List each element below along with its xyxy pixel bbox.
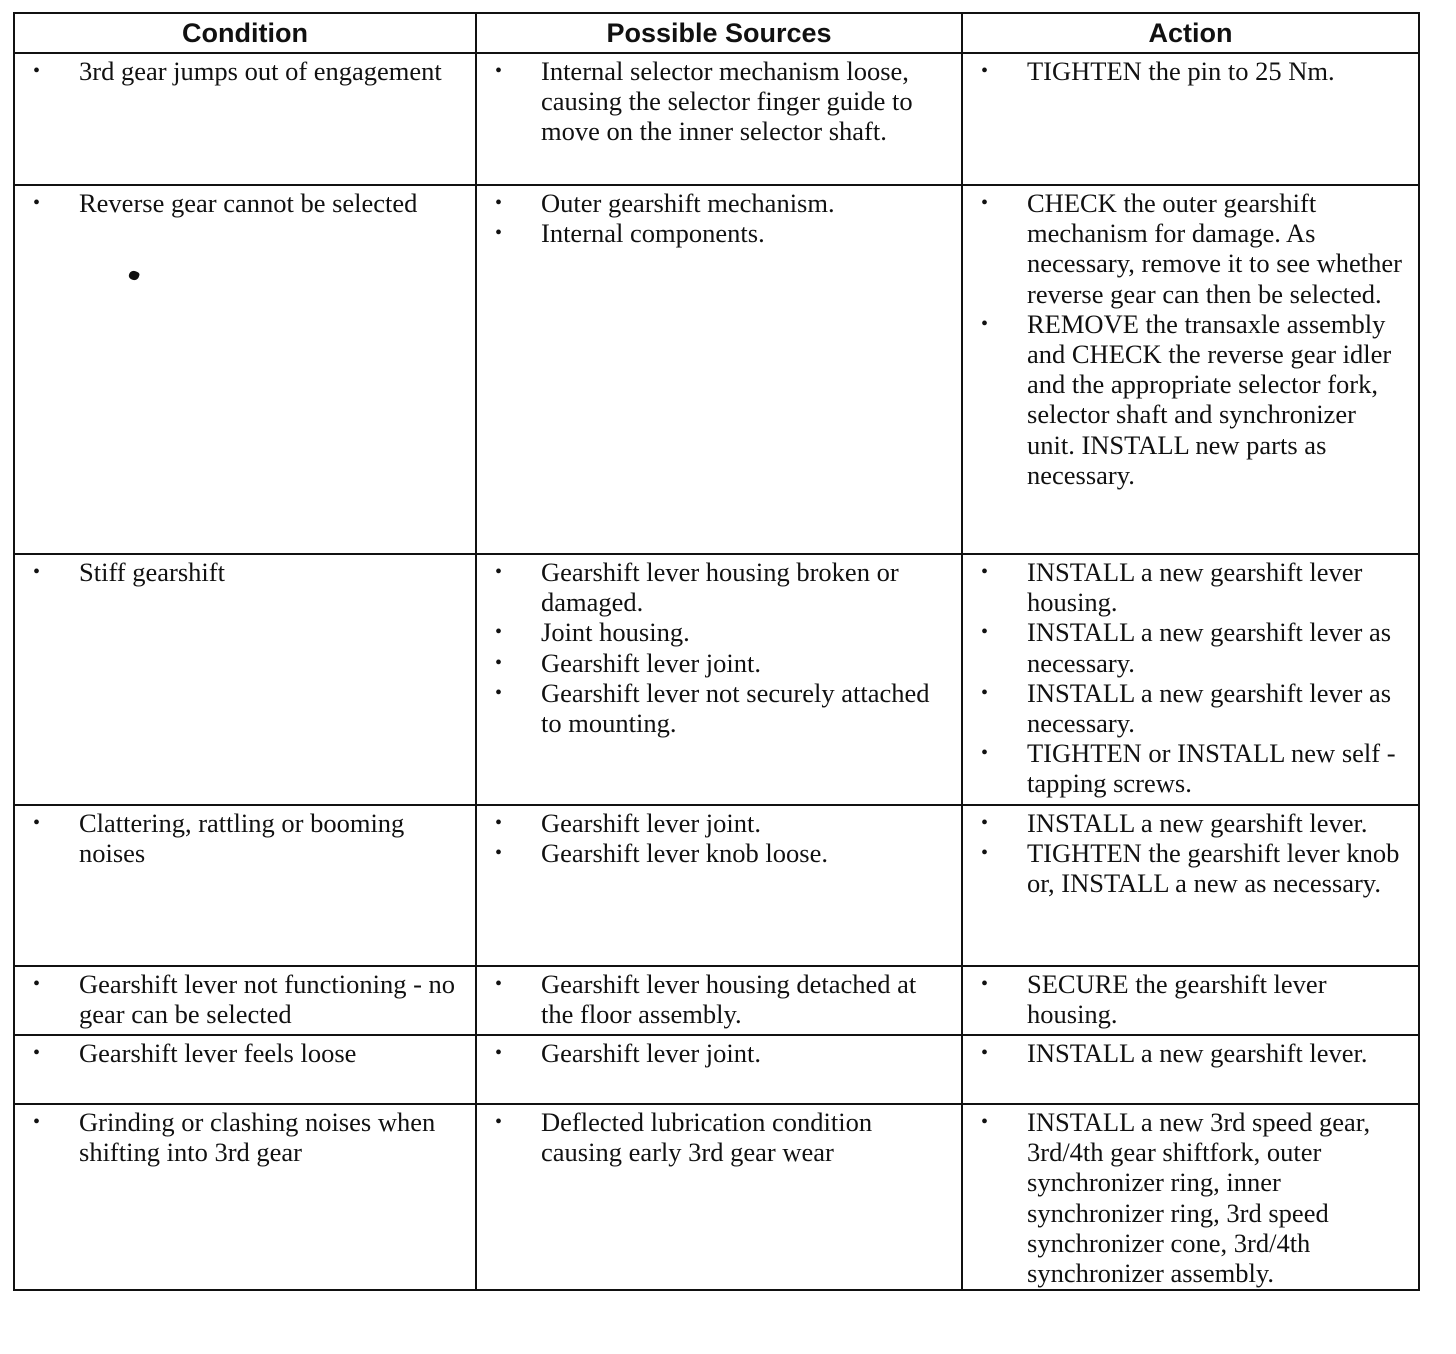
list-item	[495, 218, 951, 248]
list-item	[495, 188, 951, 218]
bullet-icon: •	[981, 312, 989, 335]
list-item	[981, 617, 1408, 677]
list-item	[981, 557, 1408, 617]
bullet-icon: •	[495, 973, 503, 995]
list-item	[33, 969, 465, 1029]
condition-cell	[14, 1035, 476, 1104]
bullet-icon: •	[33, 1111, 41, 1133]
bullet-icon: •	[981, 1111, 989, 1133]
sources-cell	[476, 1035, 962, 1104]
list-item	[981, 309, 1408, 490]
bullet-icon: •	[495, 812, 503, 834]
source-text: Gearshift lever housing detached at the floor assembly.	[541, 969, 917, 1030]
condition-cell	[14, 185, 476, 554]
list-item	[495, 678, 951, 738]
sources-cell	[476, 53, 962, 185]
action-cell	[962, 1104, 1419, 1290]
condition-text: 3rd gear jumps out of engagement	[79, 56, 442, 86]
list-item	[495, 1107, 951, 1167]
action-text: INSTALL a new gearshift lever.	[1027, 808, 1368, 838]
sources-cell	[476, 966, 962, 1035]
sources-cell	[476, 554, 962, 805]
bullet-icon: •	[495, 842, 503, 865]
bullet-icon: •	[495, 1111, 503, 1133]
list-item	[981, 738, 1408, 798]
action-text: TIGHTEN the pin to 25 Nm.	[1027, 56, 1335, 86]
bullet-icon: •	[33, 60, 41, 82]
bullet-icon: •	[495, 60, 503, 82]
source-text: Outer gearshift mechanism.	[541, 188, 835, 218]
table-row	[14, 966, 1419, 1035]
header-possible-sources: Possible Sources	[476, 13, 962, 53]
bullet-icon: •	[981, 842, 989, 865]
list-item	[981, 56, 1408, 86]
bullet-icon: •	[981, 812, 989, 834]
condition-cell	[14, 1104, 476, 1290]
bullet-icon: •	[981, 1042, 989, 1064]
bullet-icon: •	[33, 192, 41, 214]
diagnosis-table	[13, 12, 1420, 1291]
source-text: Gearshift lever knob loose.	[541, 838, 828, 869]
list-item	[495, 969, 951, 1029]
bullet-icon: •	[981, 192, 989, 214]
bullet-icon: •	[33, 561, 41, 583]
bullet-icon: •	[495, 681, 503, 704]
bullet-icon: •	[495, 222, 503, 245]
action-cell	[962, 53, 1419, 185]
bullet-icon: •	[495, 1042, 503, 1064]
list-item	[981, 969, 1408, 1029]
list-item	[33, 56, 465, 86]
source-text: Deflected lubrication condition causing early 3rd gear wear	[541, 1107, 873, 1168]
list-item	[495, 56, 951, 147]
bullet-icon: •	[981, 60, 989, 82]
sources-cell	[476, 1104, 962, 1290]
table-row	[14, 53, 1419, 185]
header-action: Action	[962, 13, 1419, 53]
action-cell	[962, 185, 1419, 554]
action-text: SECURE the gearshift lever housing.	[1027, 969, 1327, 1030]
list-item	[495, 808, 951, 838]
table-row	[14, 1035, 1419, 1104]
source-text: Internal selector mechanism loose, causing the selector finger guide to move on the inner selector shaft.	[541, 56, 913, 147]
list-item	[495, 838, 951, 868]
source-text: Gearshift lever joint.	[541, 808, 762, 838]
condition-cell	[14, 966, 476, 1035]
list-item	[981, 1107, 1408, 1288]
bullet-icon: •	[981, 973, 989, 995]
action-text: INSTALL a new 3rd speed gear, 3rd/4th gear shiftfork, outer synchronizer ring, inner synchronizer ring, 3rd speed synchronizer cone, 3rd/4th synchronizer assembly.	[1027, 1107, 1371, 1289]
bullet-icon: •	[981, 561, 989, 583]
condition-text: Gearshift lever not functioning - no gear can be selected	[79, 969, 456, 1030]
list-item	[981, 188, 1408, 309]
action-text: INSTALL a new gearshift lever housing.	[1027, 557, 1363, 618]
bullet-icon: •	[495, 192, 503, 214]
bullet-icon: •	[33, 1042, 41, 1064]
header-row	[14, 13, 1419, 53]
condition-cell	[14, 805, 476, 966]
source-text: Gearshift lever joint.	[541, 647, 762, 678]
list-item	[981, 808, 1408, 838]
list-item	[33, 808, 465, 868]
action-cell	[962, 805, 1419, 966]
action-text: TIGHTEN the gearshift lever knob or, INSTALL a new as necessary.	[1027, 838, 1400, 899]
sources-cell	[476, 185, 962, 554]
condition-cell	[14, 53, 476, 185]
list-item	[981, 1038, 1408, 1068]
bullet-icon: •	[981, 742, 989, 765]
list-item	[495, 648, 951, 678]
action-text: CHECK the outer gearshift mechanism for damage. As necessary, remove it to see whether reverse gear can then be selected.	[1027, 188, 1403, 309]
bullet-icon: •	[33, 973, 41, 995]
source-text: Internal components.	[541, 218, 765, 249]
bullet-icon: •	[495, 621, 503, 644]
action-text: INSTALL a new gearshift lever as necessary.	[1027, 617, 1392, 678]
condition-text: Gearshift lever feels loose	[79, 1038, 357, 1068]
source-text: Gearshift lever joint.	[541, 1038, 762, 1068]
source-text: Gearshift lever not securely attached to mounting.	[541, 677, 930, 739]
action-text: INSTALL a new gearshift lever.	[1027, 1038, 1368, 1068]
list-item	[981, 838, 1408, 898]
list-item	[495, 1038, 951, 1068]
action-text: REMOVE the transaxle assembly and CHECK the reverse gear idler and the appropriate selector fork, selector shaft and synchronizer unit. INSTALL new parts as necessary.	[1027, 308, 1392, 490]
list-item	[33, 557, 465, 587]
action-cell	[962, 554, 1419, 805]
action-cell	[962, 966, 1419, 1035]
condition-text: Clattering, rattling or booming noises	[79, 808, 405, 869]
table-row	[14, 185, 1419, 554]
sources-cell	[476, 805, 962, 966]
bullet-icon: •	[495, 561, 503, 583]
list-item	[495, 557, 951, 617]
action-cell	[962, 1035, 1419, 1104]
action-text: INSTALL a new gearshift lever as necessary.	[1027, 677, 1392, 739]
condition-text: Grinding or clashing noises when shifting into 3rd gear	[79, 1107, 436, 1168]
condition-text: Reverse gear cannot be selected	[79, 188, 418, 218]
table-row	[14, 805, 1419, 966]
condition-text: Stiff gearshift	[79, 557, 225, 587]
bullet-icon: •	[981, 621, 989, 644]
table-row	[14, 554, 1419, 805]
diagnosis-sheet	[13, 12, 1418, 1291]
table-row	[14, 1104, 1419, 1290]
source-text: Gearshift lever housing broken or damaged.	[541, 557, 899, 618]
list-item	[33, 188, 465, 218]
list-item	[33, 1038, 465, 1068]
source-text: Joint housing.	[541, 617, 690, 648]
action-text: TIGHTEN or INSTALL new self - tapping screws.	[1027, 738, 1396, 799]
bullet-icon: •	[495, 651, 503, 674]
bullet-icon: •	[981, 681, 989, 704]
list-item	[33, 1107, 465, 1167]
bullet-icon: •	[33, 812, 41, 834]
list-item	[495, 617, 951, 647]
list-item	[981, 678, 1408, 738]
condition-cell	[14, 554, 476, 805]
header-condition: Condition	[14, 13, 476, 53]
